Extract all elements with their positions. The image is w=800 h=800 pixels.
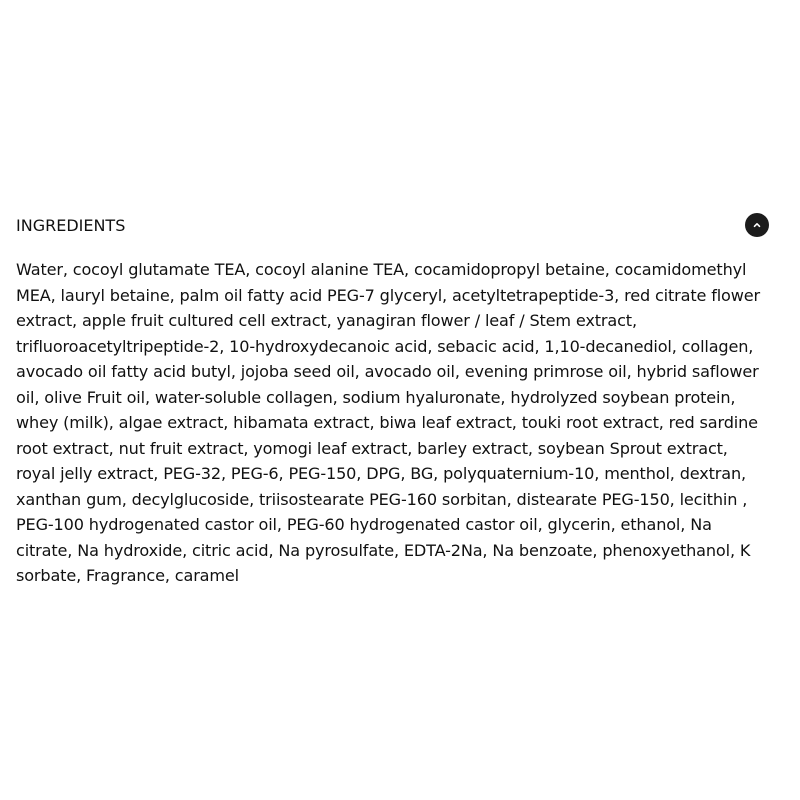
collapse-toggle-button[interactable] [745, 213, 769, 237]
section-title: INGREDIENTS [16, 215, 126, 235]
ingredients-header[interactable] [16, 210, 768, 240]
ingredients-list-text: Water, cocoyl glutamate TEA, cocoyl alanine TEA, cocamidopropyl betaine, cocamidomethyl MEA, lauryl betaine, palm oil fatty acid PEG-7 glyceryl, acetyltetrapeptide-3, red citrate flower extract, apple fruit cultured cell extract, yanagiran flower / leaf / Stem extract, trifluoroacetyltripeptide-2, 10-hydroxydecanoic acid, sebacic acid, 1,10-decanediol, collagen, avocado oil fatty acid butyl, jojoba seed oil, avocado oil, evening primrose oil, hybrid saflower oil, olive Fruit oil, water-soluble collagen, sodium hyaluronate, hydrolyzed soybean protein, whey (milk), algae extract, hibamata extract, biwa leaf extract, touki root extract, red sardine root extract, nut fruit extract, yomogi leaf extract, barley extract, soybean Sprout extract, royal jelly extract, PEG-32, PEG-6, PEG-150, DPG, BG, polyquaternium-10, menthol, dextran, xanthan gum, decylglucoside, triisostearate PEG-160 sorbitan, distearate PEG-150, lecithin , PEG-100 hydrogenated castor oil, PEG-60 hydrogenated castor oil, glycerin, ethanol, Na citrate, Na hydroxide, citric acid, Na pyrosulfate, EDTA-2Na, Na benzoate, phenoxyethanol, K sorbate, Fragrance, caramel [16, 260, 760, 585]
chevron-up-icon [752, 220, 762, 230]
ingredients-section [16, 210, 768, 589]
